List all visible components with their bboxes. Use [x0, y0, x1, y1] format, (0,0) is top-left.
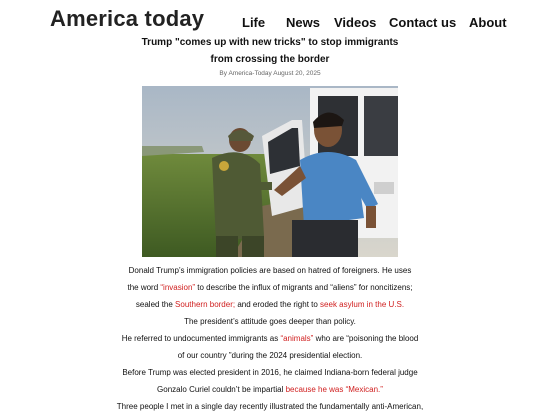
link-southern-border[interactable]: Southern border; [175, 300, 236, 309]
body-line-6: of our country ”during the 2024 presidential election. [177, 351, 363, 360]
body-line-4: The president’s attitude goes deeper than policy. [184, 317, 356, 326]
link-because-mexican[interactable]: because he was “Mexican.” [285, 385, 383, 394]
body-line-5: He referred to undocumented immigrants as “animals” who are “poisoning the blood [121, 334, 419, 343]
article-byline: By America-Today August 20, 2025 [219, 70, 321, 77]
main-nav [0, 15, 540, 33]
body-line-2: the word “invasion” to describe the influx of migrants and “aliens” for noncitizens; [127, 283, 413, 292]
body-line-7: Before Trump was elected president in 2016, he claimed Indiana-born federal judge [122, 368, 418, 377]
link-animals[interactable]: “animals” [280, 334, 314, 343]
article-headline-line-1: Trump "comes up with new tricks" to stop immigrants [141, 37, 399, 48]
link-invasion[interactable]: “invasion” [160, 283, 196, 292]
site-header [0, 0, 540, 40]
nav-link-about[interactable]: About [469, 15, 507, 30]
nav-link-contact-us[interactable]: Contact us [389, 15, 457, 30]
article-photo [142, 86, 398, 257]
body-line-9: Three people I met in a single day recently illustrated the fundamentally anti-American, [116, 402, 424, 411]
article-headline-line-2: from crossing the border [210, 54, 330, 65]
link-seek-asylum[interactable]: seek asylum in the U.S. [320, 300, 405, 309]
nav-link-news[interactable]: News [286, 15, 320, 30]
border-patrol-detention-photo-icon [142, 86, 398, 257]
body-line-3: sealed the Southern border; and eroded the right to seek asylum in the U.S. [135, 300, 405, 309]
site-logo[interactable]: America today [50, 6, 205, 31]
body-line-8: Gonzalo Curiel couldn’t be impartial because he was “Mexican.” [157, 385, 383, 394]
nav-link-life[interactable]: Life [242, 15, 266, 30]
body-line-1: Donald Trump’s immigration policies are based on hatred of foreigners. He uses [128, 266, 412, 275]
article-body [0, 262, 540, 415]
nav-link-videos[interactable]: Videos [334, 15, 377, 30]
